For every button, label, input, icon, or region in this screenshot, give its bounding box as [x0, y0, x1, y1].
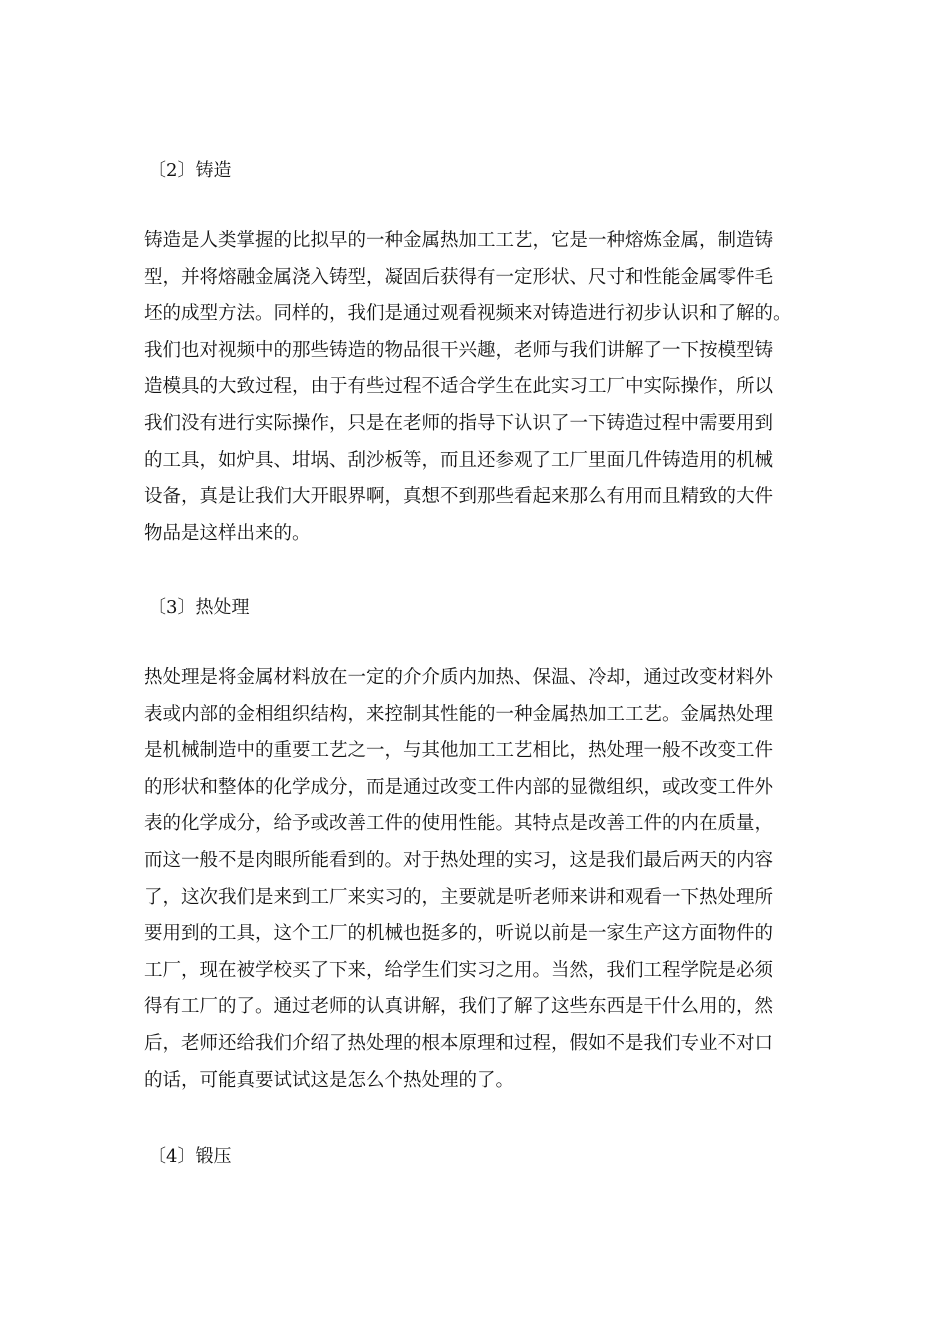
section-heading-heat-treatment: 〔3〕热处理 — [148, 597, 250, 618]
paragraph-line: 了，这次我们是来到工厂来实习的，主要就是听老师来讲和观看一下热处理所 — [144, 886, 774, 908]
paragraph-line: 表或内部的金相组织结构，来控制其性能的一种金属热加工工艺。金属热处理 — [144, 703, 774, 725]
paragraph-line: 型，并将熔融金属浇入铸型，凝固后获得有一定形状、尺寸和性能金属零件毛 — [144, 266, 774, 288]
paragraph-line: 的形状和整体的化学成分，而是通过改变工件内部的显微组织，或改变工件外 — [144, 776, 774, 798]
paragraph-line: 坯的成型方法。同样的，我们是通过观看视频来对铸造进行初步认识和了解的。 — [144, 303, 792, 325]
section-heading-casting: 〔2〕铸造 — [148, 160, 232, 181]
paragraph-line: 是机械制造中的重要工艺之一，与其他加工工艺相比，热处理一般不改变工件 — [144, 740, 774, 762]
paragraph-line: 要用到的工具，这个工厂的机械也挺多的，听说以前是一家生产这方面物件的 — [144, 923, 774, 945]
paragraph-casting — [144, 223, 824, 552]
paragraph-line: 我们没有进行实际操作，只是在老师的指导下认识了一下铸造过程中需要用到 — [144, 412, 774, 434]
paragraph-line: 后，老师还给我们介绍了热处理的根本原理和过程，假如不是我们专业不对口 — [144, 1032, 774, 1054]
paragraph-line: 的工具，如炉具、坩埚、刮沙板等，而且还参观了工厂里面几件铸造用的机械 — [144, 449, 774, 471]
paragraph-line: 我们也对视频中的那些铸造的物品很干兴趣，老师与我们讲解了一下按模型铸 — [144, 339, 774, 361]
paragraph-line: 设备，真是让我们大开眼界啊，真想不到那些看起来那么有用而且精致的大件 — [144, 486, 774, 508]
paragraph-line: 工厂，现在被学校买了下来，给学生们实习之用。当然，我们工程学院是必须 — [144, 959, 774, 981]
paragraph-line: 而这一般不是肉眼所能看到的。对于热处理的实习，这是我们最后两天的内容 — [144, 849, 774, 871]
paragraph-line: 得有工厂的了。通过老师的认真讲解，我们了解了这些东西是干什么用的，然 — [144, 996, 774, 1018]
paragraph-line: 铸造是人类掌握的比拟早的一种金属热加工工艺，它是一种熔炼金属，制造铸 — [144, 230, 774, 251]
paragraph-line: 表的化学成分，给予或改善工件的使用性能。其特点是改善工件的内在质量， — [144, 813, 774, 835]
paragraph-line: 物品是这样出来的。 — [144, 522, 311, 544]
paragraph-line: 热处理是将金属材料放在一定的介介质内加热、保温、冷却，通过改变材料外 — [144, 667, 774, 688]
section-heading-forging: 〔4〕锻压 — [148, 1146, 232, 1167]
paragraph-line: 的话，可能真要试试这是怎么个热处理的了。 — [144, 1069, 515, 1091]
paragraph-line: 造模具的大致过程，由于有些过程不适合学生在此实习工厂中实际操作，所以 — [144, 376, 774, 398]
paragraph-heat-treatment — [144, 660, 824, 1099]
